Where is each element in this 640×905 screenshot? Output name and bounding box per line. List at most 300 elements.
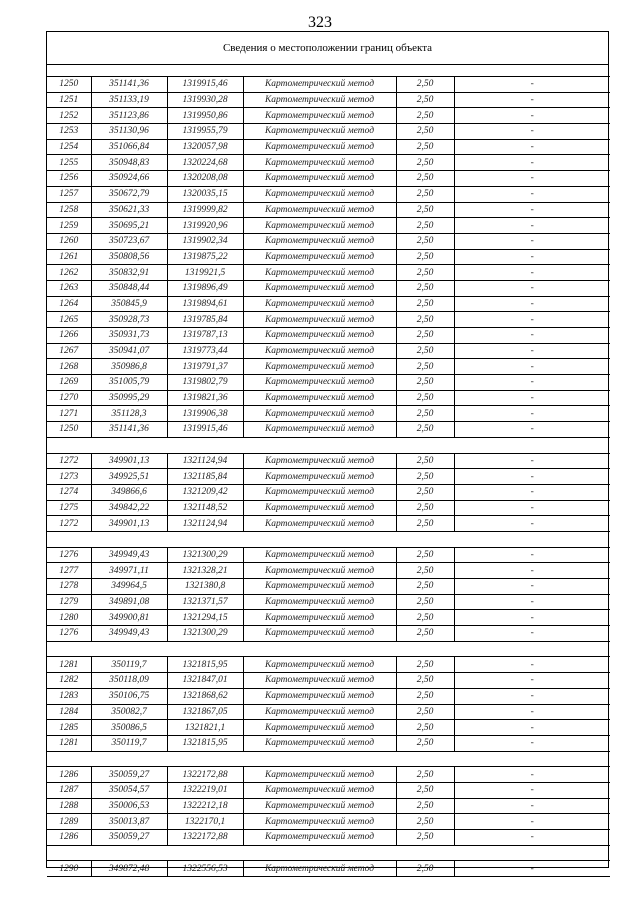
x-coordinate-cell: 350928,73	[91, 312, 167, 328]
accuracy-cell: 2,50	[396, 328, 454, 344]
x-coordinate-cell: 350106,75	[91, 688, 167, 704]
method-cell: Картометрический метод	[243, 610, 396, 626]
table-row	[47, 139, 610, 155]
accuracy-cell: 2,50	[396, 704, 454, 720]
description-cell: -	[454, 124, 610, 140]
point-number-cell: 1280	[47, 610, 91, 626]
description-cell: -	[454, 735, 610, 751]
accuracy-cell: 2,50	[396, 359, 454, 375]
x-coordinate-cell: 350059,27	[91, 830, 167, 846]
method-cell: Картометрический метод	[243, 108, 396, 124]
y-coordinate-cell: 1321815,95	[167, 657, 243, 673]
x-coordinate-cell: 350832,91	[91, 265, 167, 281]
description-cell: -	[454, 516, 610, 532]
y-coordinate-cell: 1319902,34	[167, 233, 243, 249]
table-row	[47, 296, 610, 312]
table-row	[47, 328, 610, 344]
y-coordinate-cell: 1322172,88	[167, 830, 243, 846]
table-row	[47, 280, 610, 296]
accuracy-cell: 2,50	[396, 547, 454, 563]
accuracy-cell: 2,50	[396, 814, 454, 830]
x-coordinate-cell: 349949,43	[91, 547, 167, 563]
point-number-cell: 1267	[47, 343, 91, 359]
table-row	[47, 218, 610, 234]
method-cell: Картометрический метод	[243, 328, 396, 344]
accuracy-cell: 2,50	[396, 484, 454, 500]
y-coordinate-cell: 1319906,38	[167, 406, 243, 422]
point-number-cell: 1278	[47, 579, 91, 595]
accuracy-cell: 2,50	[396, 469, 454, 485]
accuracy-cell: 2,50	[396, 312, 454, 328]
table-row	[47, 516, 610, 532]
description-cell: -	[454, 328, 610, 344]
y-coordinate-cell: 1321124,94	[167, 516, 243, 532]
accuracy-cell: 2,50	[396, 610, 454, 626]
table-row	[47, 343, 610, 359]
method-cell: Картометрический метод	[243, 516, 396, 532]
description-cell: -	[454, 202, 610, 218]
x-coordinate-cell: 351141,36	[91, 422, 167, 438]
accuracy-cell: 2,50	[396, 155, 454, 171]
y-coordinate-cell: 1321185,84	[167, 469, 243, 485]
x-coordinate-cell: 350118,09	[91, 673, 167, 689]
description-cell: -	[454, 469, 610, 485]
x-coordinate-cell: 350931,73	[91, 328, 167, 344]
y-coordinate-cell: 1319875,22	[167, 249, 243, 265]
point-number-cell: 1254	[47, 139, 91, 155]
method-cell: Картометрический метод	[243, 186, 396, 202]
accuracy-cell: 2,50	[396, 830, 454, 846]
table-row	[47, 720, 610, 736]
y-coordinate-cell: 1319921,5	[167, 265, 243, 281]
method-cell: Картометрический метод	[243, 484, 396, 500]
accuracy-cell: 2,50	[396, 139, 454, 155]
point-number-cell: 1250	[47, 422, 91, 438]
point-number-cell: 1275	[47, 500, 91, 516]
y-coordinate-cell: 1320057,98	[167, 139, 243, 155]
description-cell: -	[454, 171, 610, 187]
table-row	[47, 375, 610, 391]
point-number-cell: 1284	[47, 704, 91, 720]
description-cell: -	[454, 861, 610, 877]
point-number-cell: 1251	[47, 92, 91, 108]
method-cell: Картометрический метод	[243, 375, 396, 391]
table-row	[47, 594, 610, 610]
x-coordinate-cell: 350621,33	[91, 202, 167, 218]
method-cell: Картометрический метод	[243, 296, 396, 312]
table-row	[47, 610, 610, 626]
point-number-cell: 1276	[47, 547, 91, 563]
y-coordinate-cell: 1319896,49	[167, 280, 243, 296]
table-row	[47, 579, 610, 595]
point-number-cell: 1255	[47, 155, 91, 171]
table-row	[47, 92, 610, 108]
table-row	[47, 830, 610, 846]
accuracy-cell: 2,50	[396, 202, 454, 218]
accuracy-cell: 2,50	[396, 516, 454, 532]
point-number-cell: 1271	[47, 406, 91, 422]
method-cell: Картометрический метод	[243, 233, 396, 249]
accuracy-cell: 2,50	[396, 280, 454, 296]
method-cell: Картометрический метод	[243, 343, 396, 359]
point-number-cell: 1268	[47, 359, 91, 375]
y-coordinate-cell: 1319999,82	[167, 202, 243, 218]
separator-cell	[47, 531, 610, 547]
method-cell: Картометрический метод	[243, 704, 396, 720]
x-coordinate-cell: 351066,84	[91, 139, 167, 155]
separator-cell	[47, 437, 610, 453]
point-number-cell: 1252	[47, 108, 91, 124]
y-coordinate-cell: 1320035,15	[167, 186, 243, 202]
separator-cell	[47, 751, 610, 767]
y-coordinate-cell: 1320208,08	[167, 171, 243, 187]
method-cell: Картометрический метод	[243, 657, 396, 673]
table-row	[47, 673, 610, 689]
method-cell: Картометрический метод	[243, 500, 396, 516]
method-cell: Картометрический метод	[243, 92, 396, 108]
x-coordinate-cell: 350013,87	[91, 814, 167, 830]
y-coordinate-cell: 1321847,01	[167, 673, 243, 689]
page-number: 323	[308, 14, 332, 31]
accuracy-cell: 2,50	[396, 767, 454, 783]
x-coordinate-cell: 351141,36	[91, 77, 167, 93]
y-coordinate-cell: 1319915,46	[167, 422, 243, 438]
accuracy-cell: 2,50	[396, 406, 454, 422]
description-cell: -	[454, 186, 610, 202]
y-coordinate-cell: 1321294,15	[167, 610, 243, 626]
table-row	[47, 767, 610, 783]
group-separator-row	[47, 531, 610, 547]
method-cell: Картометрический метод	[243, 406, 396, 422]
description-cell: -	[454, 343, 610, 359]
method-cell: Картометрический метод	[243, 767, 396, 783]
point-number-cell: 1276	[47, 626, 91, 642]
y-coordinate-cell: 1321867,05	[167, 704, 243, 720]
accuracy-cell: 2,50	[396, 594, 454, 610]
accuracy-cell: 2,50	[396, 249, 454, 265]
point-number-cell: 1279	[47, 594, 91, 610]
accuracy-cell: 2,50	[396, 798, 454, 814]
method-cell: Картометрический метод	[243, 688, 396, 704]
point-number-cell: 1287	[47, 782, 91, 798]
description-cell: -	[454, 782, 610, 798]
table-row	[47, 861, 610, 877]
point-number-cell: 1250	[47, 77, 91, 93]
description-cell: -	[454, 265, 610, 281]
x-coordinate-cell: 351133,19	[91, 92, 167, 108]
y-coordinate-cell: 1322172,88	[167, 767, 243, 783]
x-coordinate-cell: 350086,5	[91, 720, 167, 736]
description-cell: -	[454, 249, 610, 265]
method-cell: Картометрический метод	[243, 814, 396, 830]
y-coordinate-cell: 1319955,79	[167, 124, 243, 140]
accuracy-cell: 2,50	[396, 422, 454, 438]
y-coordinate-cell: 1319920,96	[167, 218, 243, 234]
point-number-cell: 1282	[47, 673, 91, 689]
x-coordinate-cell: 350941,07	[91, 343, 167, 359]
table-row	[47, 202, 610, 218]
point-number-cell: 1256	[47, 171, 91, 187]
separator-cell	[47, 845, 610, 861]
description-cell: -	[454, 688, 610, 704]
description-cell: -	[454, 626, 610, 642]
y-coordinate-cell: 1321300,29	[167, 626, 243, 642]
coordinates-table-body	[47, 77, 610, 877]
description-cell: -	[454, 830, 610, 846]
x-coordinate-cell: 351005,79	[91, 375, 167, 391]
method-cell: Картометрический метод	[243, 124, 396, 140]
table-row	[47, 312, 610, 328]
x-coordinate-cell: 350995,29	[91, 390, 167, 406]
point-number-cell: 1273	[47, 469, 91, 485]
description-cell: -	[454, 77, 610, 93]
description-cell: -	[454, 594, 610, 610]
accuracy-cell: 2,50	[396, 265, 454, 281]
method-cell: Картометрический метод	[243, 77, 396, 93]
accuracy-cell: 2,50	[396, 579, 454, 595]
description-cell: -	[454, 767, 610, 783]
method-cell: Картометрический метод	[243, 280, 396, 296]
description-cell: -	[454, 814, 610, 830]
description-cell: -	[454, 390, 610, 406]
method-cell: Картометрический метод	[243, 171, 396, 187]
y-coordinate-cell: 1319930,28	[167, 92, 243, 108]
description-cell: -	[454, 218, 610, 234]
method-cell: Картометрический метод	[243, 202, 396, 218]
method-cell: Картометрический метод	[243, 265, 396, 281]
table-row	[47, 469, 610, 485]
accuracy-cell: 2,50	[396, 500, 454, 516]
method-cell: Картометрический метод	[243, 453, 396, 469]
x-coordinate-cell: 350006,53	[91, 798, 167, 814]
accuracy-cell: 2,50	[396, 688, 454, 704]
accuracy-cell: 2,50	[396, 782, 454, 798]
point-number-cell: 1262	[47, 265, 91, 281]
method-cell: Картометрический метод	[243, 563, 396, 579]
x-coordinate-cell: 350845,9	[91, 296, 167, 312]
table-row	[47, 798, 610, 814]
x-coordinate-cell: 350723,67	[91, 233, 167, 249]
table-row	[47, 233, 610, 249]
description-cell: -	[454, 720, 610, 736]
boundary-table-sheet	[46, 31, 609, 874]
method-cell: Картометрический метод	[243, 139, 396, 155]
description-cell: -	[454, 312, 610, 328]
y-coordinate-cell: 1319894,61	[167, 296, 243, 312]
description-cell: -	[454, 92, 610, 108]
table-row	[47, 814, 610, 830]
table-row	[47, 563, 610, 579]
y-coordinate-cell: 1319821,36	[167, 390, 243, 406]
accuracy-cell: 2,50	[396, 673, 454, 689]
description-cell: -	[454, 704, 610, 720]
table-row	[47, 484, 610, 500]
description-cell: -	[454, 375, 610, 391]
table-row	[47, 735, 610, 751]
accuracy-cell: 2,50	[396, 375, 454, 391]
y-coordinate-cell: 1319915,46	[167, 77, 243, 93]
method-cell: Картометрический метод	[243, 594, 396, 610]
description-cell: -	[454, 155, 610, 171]
x-coordinate-cell: 350695,21	[91, 218, 167, 234]
accuracy-cell: 2,50	[396, 233, 454, 249]
x-coordinate-cell: 351123,86	[91, 108, 167, 124]
x-coordinate-cell: 349891,08	[91, 594, 167, 610]
x-coordinate-cell: 349901,13	[91, 453, 167, 469]
method-cell: Картометрический метод	[243, 312, 396, 328]
point-number-cell: 1257	[47, 186, 91, 202]
x-coordinate-cell: 350848,44	[91, 280, 167, 296]
point-number-cell: 1281	[47, 657, 91, 673]
y-coordinate-cell: 1321300,29	[167, 547, 243, 563]
x-coordinate-cell: 350948,83	[91, 155, 167, 171]
method-cell: Картометрический метод	[243, 798, 396, 814]
y-coordinate-cell: 1322556,53	[167, 861, 243, 877]
x-coordinate-cell: 349872,48	[91, 861, 167, 877]
description-cell: -	[454, 484, 610, 500]
y-coordinate-cell: 1319791,37	[167, 359, 243, 375]
method-cell: Картометрический метод	[243, 579, 396, 595]
description-cell: -	[454, 359, 610, 375]
x-coordinate-cell: 349925,51	[91, 469, 167, 485]
y-coordinate-cell: 1321380,8	[167, 579, 243, 595]
point-number-cell: 1272	[47, 516, 91, 532]
y-coordinate-cell: 1320224,68	[167, 155, 243, 171]
x-coordinate-cell: 351130,96	[91, 124, 167, 140]
accuracy-cell: 2,50	[396, 124, 454, 140]
table-row	[47, 171, 610, 187]
table-row	[47, 422, 610, 438]
point-number-cell: 1266	[47, 328, 91, 344]
accuracy-cell: 2,50	[396, 92, 454, 108]
method-cell: Картометрический метод	[243, 735, 396, 751]
accuracy-cell: 2,50	[396, 296, 454, 312]
point-number-cell: 1259	[47, 218, 91, 234]
accuracy-cell: 2,50	[396, 218, 454, 234]
table-row	[47, 249, 610, 265]
table-row	[47, 155, 610, 171]
y-coordinate-cell: 1322170,1	[167, 814, 243, 830]
y-coordinate-cell: 1319785,84	[167, 312, 243, 328]
method-cell: Картометрический метод	[243, 626, 396, 642]
x-coordinate-cell: 349971,11	[91, 563, 167, 579]
group-separator-row	[47, 751, 610, 767]
point-number-cell: 1270	[47, 390, 91, 406]
method-cell: Картометрический метод	[243, 469, 396, 485]
point-number-cell: 1253	[47, 124, 91, 140]
table-row	[47, 453, 610, 469]
point-number-cell: 1260	[47, 233, 91, 249]
accuracy-cell: 2,50	[396, 563, 454, 579]
x-coordinate-cell: 349901,13	[91, 516, 167, 532]
accuracy-cell: 2,50	[396, 453, 454, 469]
point-number-cell: 1258	[47, 202, 91, 218]
point-number-cell: 1274	[47, 484, 91, 500]
description-cell: -	[454, 610, 610, 626]
point-number-cell: 1261	[47, 249, 91, 265]
accuracy-cell: 2,50	[396, 735, 454, 751]
point-number-cell: 1281	[47, 735, 91, 751]
y-coordinate-cell: 1319950,86	[167, 108, 243, 124]
method-cell: Картометрический метод	[243, 830, 396, 846]
method-cell: Картометрический метод	[243, 359, 396, 375]
method-cell: Картометрический метод	[243, 673, 396, 689]
method-cell: Картометрический метод	[243, 422, 396, 438]
y-coordinate-cell: 1322219,01	[167, 782, 243, 798]
description-cell: -	[454, 296, 610, 312]
point-number-cell: 1289	[47, 814, 91, 830]
x-coordinate-cell: 350808,56	[91, 249, 167, 265]
point-number-cell: 1265	[47, 312, 91, 328]
group-separator-row	[47, 641, 610, 657]
description-cell: -	[454, 798, 610, 814]
accuracy-cell: 2,50	[396, 171, 454, 187]
description-cell: -	[454, 422, 610, 438]
accuracy-cell: 2,50	[396, 626, 454, 642]
y-coordinate-cell: 1321371,57	[167, 594, 243, 610]
point-number-cell: 1263	[47, 280, 91, 296]
y-coordinate-cell: 1319787,13	[167, 328, 243, 344]
table-row	[47, 782, 610, 798]
description-cell: -	[454, 453, 610, 469]
method-cell: Картометрический метод	[243, 720, 396, 736]
y-coordinate-cell: 1321815,95	[167, 735, 243, 751]
description-cell: -	[454, 547, 610, 563]
table-row	[47, 186, 610, 202]
method-cell: Картометрический метод	[243, 249, 396, 265]
coordinates-table	[47, 76, 610, 877]
method-cell: Картометрический метод	[243, 861, 396, 877]
y-coordinate-cell: 1319802,79	[167, 375, 243, 391]
point-number-cell: 1286	[47, 767, 91, 783]
point-number-cell: 1277	[47, 563, 91, 579]
description-cell: -	[454, 108, 610, 124]
x-coordinate-cell: 350119,7	[91, 735, 167, 751]
table-row	[47, 657, 610, 673]
description-cell: -	[454, 139, 610, 155]
table-row	[47, 547, 610, 563]
table-row	[47, 626, 610, 642]
x-coordinate-cell: 350672,79	[91, 186, 167, 202]
point-number-cell: 1286	[47, 830, 91, 846]
y-coordinate-cell: 1321328,21	[167, 563, 243, 579]
table-title: Сведения о местоположении границ объекта	[47, 32, 608, 65]
x-coordinate-cell: 350082,7	[91, 704, 167, 720]
method-cell: Картометрический метод	[243, 547, 396, 563]
table-row	[47, 77, 610, 93]
x-coordinate-cell: 350986,8	[91, 359, 167, 375]
separator-cell	[47, 641, 610, 657]
y-coordinate-cell: 1321868,62	[167, 688, 243, 704]
accuracy-cell: 2,50	[396, 861, 454, 877]
point-number-cell: 1290	[47, 861, 91, 877]
accuracy-cell: 2,50	[396, 77, 454, 93]
y-coordinate-cell: 1321209,42	[167, 484, 243, 500]
x-coordinate-cell: 350054,57	[91, 782, 167, 798]
table-row	[47, 406, 610, 422]
description-cell: -	[454, 500, 610, 516]
description-cell: -	[454, 563, 610, 579]
description-cell: -	[454, 233, 610, 249]
accuracy-cell: 2,50	[396, 343, 454, 359]
x-coordinate-cell: 350059,27	[91, 767, 167, 783]
table-row	[47, 359, 610, 375]
point-number-cell: 1264	[47, 296, 91, 312]
method-cell: Картометрический метод	[243, 155, 396, 171]
x-coordinate-cell: 349842,22	[91, 500, 167, 516]
y-coordinate-cell: 1321148,52	[167, 500, 243, 516]
method-cell: Картометрический метод	[243, 390, 396, 406]
